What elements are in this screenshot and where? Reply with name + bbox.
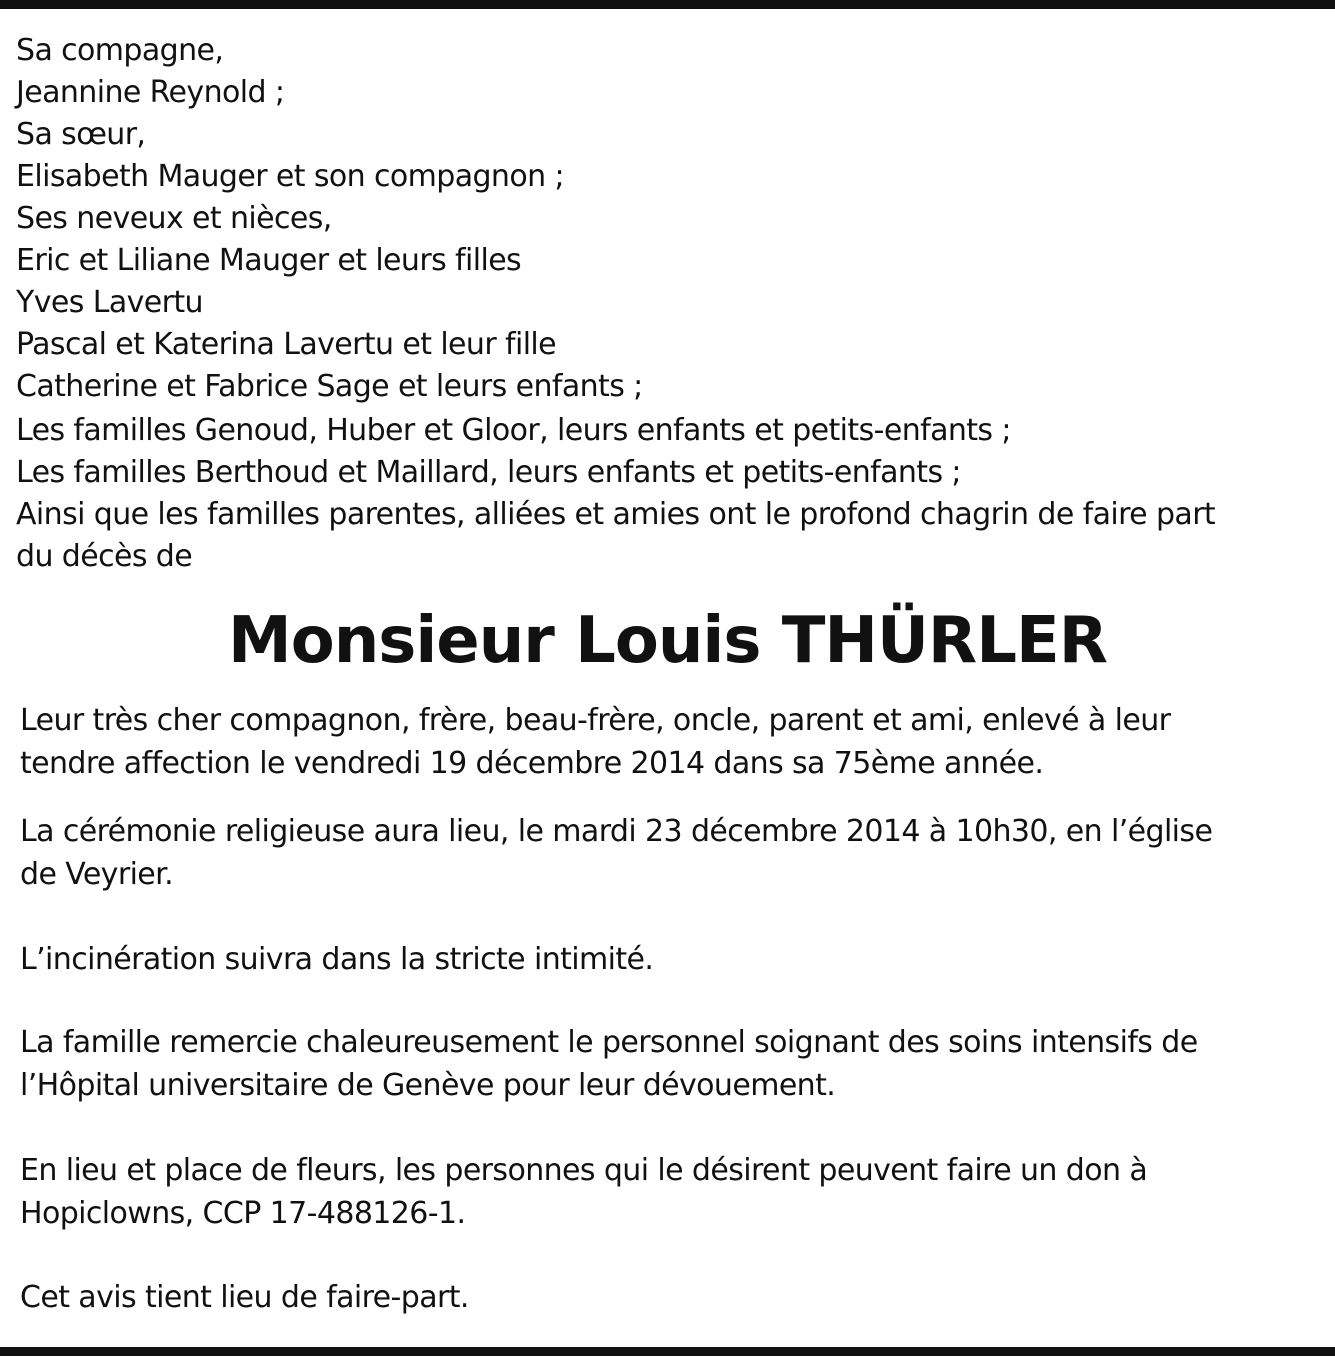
paragraph-line: tendre affection le vendredi 19 décembre 2014 dans sa 75ème année. [20,746,1044,781]
paragraph-line: Hopiclowns, CCP 17-488126-1. [20,1196,466,1231]
paragraph-line: La famille remercie chaleureusement le personnel soignant des soins intensifs de [20,1025,1198,1060]
paragraph-line: L’incinération suivra dans la stricte intimité. [20,942,654,977]
family-line: Elisabeth Mauger et son compagnon ; [16,159,564,194]
family-line: Yves Lavertu [16,285,203,320]
family-line: Eric et Liliane Mauger et leurs filles [16,243,522,278]
paragraph-line: Cet avis tient lieu de faire-part. [20,1280,469,1315]
family-line: Ses neveux et nièces, [16,201,332,236]
bottom-border-rule [0,1347,1335,1356]
paragraph-line: l’Hôpital universitaire de Genève pour leur dévouement. [20,1068,836,1103]
paragraph-line: En lieu et place de fleurs, les personnes qui le désirent peuvent faire un don à [20,1153,1148,1188]
family-line: Les familles Genoud, Huber et Gloor, leurs enfants et petits-enfants ; [16,413,1011,448]
family-line: Pascal et Katerina Lavertu et leur fille [16,327,557,362]
top-border-rule [0,0,1335,9]
family-line: Ainsi que les familles parentes, alliées et amies ont le profond chagrin de faire part [16,497,1216,532]
deceased-name: Monsieur Louis THÜRLER [228,604,1107,678]
family-line: du décès de [16,539,193,574]
paragraph-line: Leur très cher compagnon, frère, beau-frère, oncle, parent et ami, enlevé à leur [20,703,1171,738]
family-line: Sa compagne, [16,33,224,68]
family-line: Sa sœur, [16,117,146,152]
family-line: Les familles Berthoud et Maillard, leurs enfants et petits-enfants ; [16,455,961,490]
family-line: Jeannine Reynold ; [16,75,285,110]
family-line: Catherine et Fabrice Sage et leurs enfants ; [16,369,643,404]
paragraph-line: La cérémonie religieuse aura lieu, le mardi 23 décembre 2014 à 10h30, en l’église [20,814,1213,849]
paragraph-line: de Veyrier. [20,857,174,892]
